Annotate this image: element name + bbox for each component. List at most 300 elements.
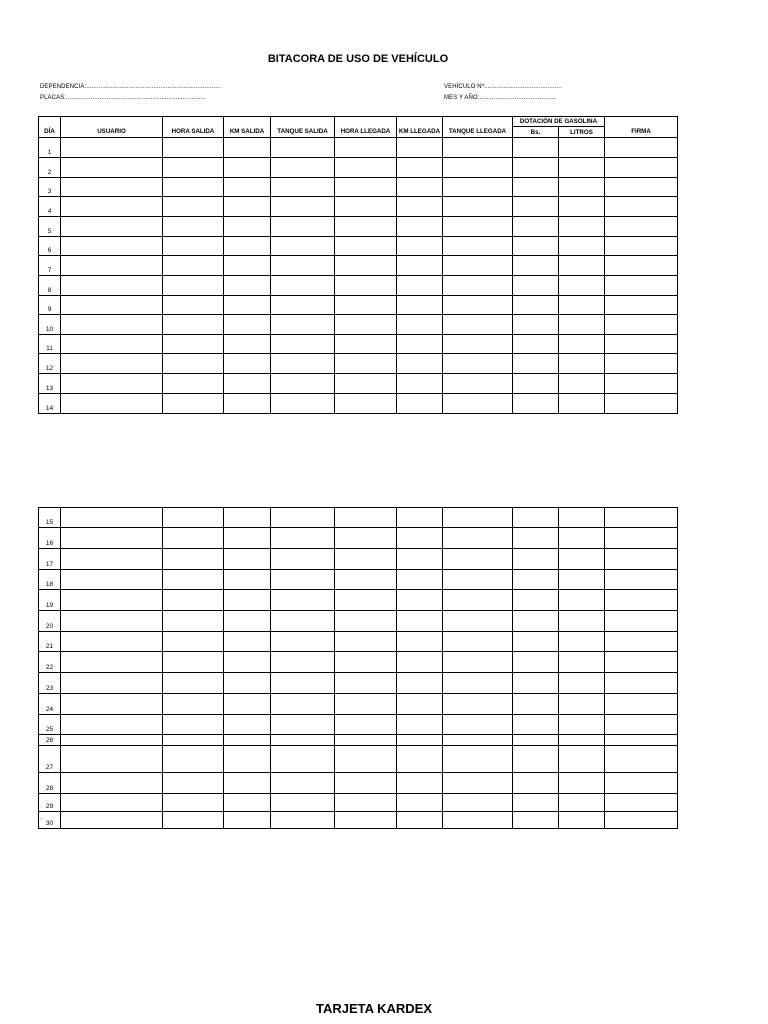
entry-cell[interactable] (224, 197, 271, 217)
entry-cell[interactable] (443, 354, 513, 374)
entry-cell[interactable] (605, 138, 678, 158)
entry-cell[interactable] (443, 673, 513, 694)
entry-cell[interactable] (224, 632, 271, 652)
entry-cell[interactable] (335, 794, 397, 812)
entry-cell[interactable] (61, 217, 163, 237)
entry-cell[interactable] (443, 812, 513, 829)
entry-cell[interactable] (397, 735, 443, 746)
entry-cell[interactable] (605, 590, 678, 611)
entry-cell[interactable] (335, 354, 397, 374)
entry-cell[interactable] (224, 812, 271, 829)
entry-cell[interactable] (513, 673, 559, 694)
entry-cell[interactable] (605, 794, 678, 812)
entry-cell[interactable] (443, 549, 513, 570)
entry-cell[interactable] (605, 735, 678, 746)
entry-cell[interactable] (513, 735, 559, 746)
entry-cell[interactable] (559, 508, 605, 528)
entry-cell[interactable] (559, 715, 605, 735)
entry-cell[interactable] (443, 715, 513, 735)
entry-cell[interactable] (224, 570, 271, 590)
entry-cell[interactable] (397, 794, 443, 812)
entry-cell[interactable] (559, 394, 605, 414)
entry-cell[interactable] (605, 715, 678, 735)
entry-cell[interactable] (397, 812, 443, 829)
entry-cell[interactable] (335, 570, 397, 590)
entry-cell[interactable] (605, 652, 678, 673)
entry-cell[interactable] (559, 237, 605, 256)
entry-cell[interactable] (513, 237, 559, 256)
entry-cell[interactable] (513, 590, 559, 611)
entry-cell[interactable] (605, 217, 678, 237)
entry-cell[interactable] (163, 374, 224, 394)
entry-cell[interactable] (224, 794, 271, 812)
entry-cell[interactable] (224, 673, 271, 694)
entry-cell[interactable] (397, 570, 443, 590)
entry-cell[interactable] (335, 335, 397, 354)
entry-cell[interactable] (335, 812, 397, 829)
entry-cell[interactable] (61, 652, 163, 673)
entry-cell[interactable] (335, 296, 397, 315)
entry-cell[interactable] (605, 694, 678, 715)
entry-cell[interactable] (271, 354, 335, 374)
entry-cell[interactable] (335, 237, 397, 256)
entry-cell[interactable] (559, 694, 605, 715)
entry-cell[interactable] (163, 611, 224, 632)
entry-cell[interactable] (397, 178, 443, 197)
entry-cell[interactable] (271, 794, 335, 812)
entry-cell[interactable] (224, 158, 271, 178)
entry-cell[interactable] (397, 611, 443, 632)
entry-cell[interactable] (397, 715, 443, 735)
entry-cell[interactable] (271, 374, 335, 394)
entry-cell[interactable] (559, 276, 605, 296)
entry-cell[interactable] (61, 794, 163, 812)
entry-cell[interactable] (513, 632, 559, 652)
entry-cell[interactable] (559, 812, 605, 829)
entry-cell[interactable] (335, 315, 397, 335)
entry-cell[interactable] (163, 178, 224, 197)
entry-cell[interactable] (513, 256, 559, 276)
entry-cell[interactable] (163, 590, 224, 611)
entry-cell[interactable] (163, 673, 224, 694)
entry-cell[interactable] (443, 296, 513, 315)
entry-cell[interactable] (163, 354, 224, 374)
entry-cell[interactable] (163, 237, 224, 256)
entry-cell[interactable] (559, 296, 605, 315)
entry-cell[interactable] (224, 715, 271, 735)
entry-cell[interactable] (224, 374, 271, 394)
entry-cell[interactable] (559, 335, 605, 354)
entry-cell[interactable] (559, 256, 605, 276)
entry-cell[interactable] (163, 570, 224, 590)
entry-cell[interactable] (513, 715, 559, 735)
entry-cell[interactable] (335, 528, 397, 549)
entry-cell[interactable] (163, 315, 224, 335)
entry-cell[interactable] (443, 508, 513, 528)
entry-cell[interactable] (605, 673, 678, 694)
entry-cell[interactable] (271, 315, 335, 335)
entry-cell[interactable] (335, 773, 397, 794)
entry-cell[interactable] (559, 158, 605, 178)
entry-cell[interactable] (513, 528, 559, 549)
entry-cell[interactable] (271, 335, 335, 354)
entry-cell[interactable] (559, 549, 605, 570)
entry-cell[interactable] (605, 374, 678, 394)
entry-cell[interactable] (397, 217, 443, 237)
entry-cell[interactable] (397, 394, 443, 414)
entry-cell[interactable] (605, 812, 678, 829)
entry-cell[interactable] (397, 335, 443, 354)
entry-cell[interactable] (271, 746, 335, 773)
entry-cell[interactable] (271, 237, 335, 256)
entry-cell[interactable] (605, 296, 678, 315)
entry-cell[interactable] (513, 315, 559, 335)
entry-cell[interactable] (271, 296, 335, 315)
entry-cell[interactable] (443, 335, 513, 354)
entry-cell[interactable] (271, 276, 335, 296)
entry-cell[interactable] (559, 632, 605, 652)
entry-cell[interactable] (559, 354, 605, 374)
entry-cell[interactable] (443, 632, 513, 652)
entry-cell[interactable] (163, 735, 224, 746)
entry-cell[interactable] (335, 590, 397, 611)
entry-cell[interactable] (397, 632, 443, 652)
entry-cell[interactable] (559, 570, 605, 590)
entry-cell[interactable] (224, 256, 271, 276)
entry-cell[interactable] (335, 374, 397, 394)
entry-cell[interactable] (163, 158, 224, 178)
entry-cell[interactable] (61, 673, 163, 694)
entry-cell[interactable] (224, 394, 271, 414)
entry-cell[interactable] (513, 178, 559, 197)
entry-cell[interactable] (513, 508, 559, 528)
entry-cell[interactable] (397, 138, 443, 158)
entry-cell[interactable] (61, 812, 163, 829)
entry-cell[interactable] (224, 746, 271, 773)
entry-cell[interactable] (605, 354, 678, 374)
entry-cell[interactable] (271, 715, 335, 735)
entry-cell[interactable] (61, 374, 163, 394)
entry-cell[interactable] (443, 178, 513, 197)
entry-cell[interactable] (605, 528, 678, 549)
entry-cell[interactable] (61, 570, 163, 590)
entry-cell[interactable] (513, 217, 559, 237)
entry-cell[interactable] (397, 276, 443, 296)
entry-cell[interactable] (559, 315, 605, 335)
entry-cell[interactable] (61, 773, 163, 794)
entry-cell[interactable] (559, 590, 605, 611)
entry-cell[interactable] (605, 256, 678, 276)
entry-cell[interactable] (443, 276, 513, 296)
entry-cell[interactable] (335, 611, 397, 632)
entry-cell[interactable] (224, 178, 271, 197)
entry-cell[interactable] (224, 590, 271, 611)
entry-cell[interactable] (397, 197, 443, 217)
entry-cell[interactable] (271, 694, 335, 715)
entry-cell[interactable] (224, 652, 271, 673)
entry-cell[interactable] (605, 335, 678, 354)
entry-cell[interactable] (271, 549, 335, 570)
entry-cell[interactable] (605, 178, 678, 197)
entry-cell[interactable] (605, 394, 678, 414)
entry-cell[interactable] (271, 590, 335, 611)
entry-cell[interactable] (605, 611, 678, 632)
entry-cell[interactable] (163, 773, 224, 794)
entry-cell[interactable] (61, 354, 163, 374)
entry-cell[interactable] (271, 735, 335, 746)
entry-cell[interactable] (397, 673, 443, 694)
entry-cell[interactable] (397, 158, 443, 178)
entry-cell[interactable] (335, 673, 397, 694)
entry-cell[interactable] (513, 549, 559, 570)
entry-cell[interactable] (443, 256, 513, 276)
entry-cell[interactable] (335, 158, 397, 178)
entry-cell[interactable] (443, 237, 513, 256)
entry-cell[interactable] (335, 746, 397, 773)
entry-cell[interactable] (605, 276, 678, 296)
entry-cell[interactable] (163, 197, 224, 217)
entry-cell[interactable] (61, 394, 163, 414)
entry-cell[interactable] (224, 611, 271, 632)
entry-cell[interactable] (605, 315, 678, 335)
entry-cell[interactable] (559, 673, 605, 694)
entry-cell[interactable] (163, 276, 224, 296)
entry-cell[interactable] (61, 197, 163, 217)
entry-cell[interactable] (559, 374, 605, 394)
entry-cell[interactable] (335, 256, 397, 276)
entry-cell[interactable] (224, 528, 271, 549)
entry-cell[interactable] (513, 611, 559, 632)
entry-cell[interactable] (163, 138, 224, 158)
entry-cell[interactable] (271, 611, 335, 632)
entry-cell[interactable] (163, 217, 224, 237)
entry-cell[interactable] (271, 217, 335, 237)
entry-cell[interactable] (443, 735, 513, 746)
entry-cell[interactable] (559, 197, 605, 217)
entry-cell[interactable] (335, 197, 397, 217)
entry-cell[interactable] (61, 549, 163, 570)
entry-cell[interactable] (61, 715, 163, 735)
entry-cell[interactable] (335, 735, 397, 746)
entry-cell[interactable] (61, 158, 163, 178)
entry-cell[interactable] (443, 138, 513, 158)
entry-cell[interactable] (397, 237, 443, 256)
entry-cell[interactable] (271, 773, 335, 794)
entry-cell[interactable] (271, 158, 335, 178)
entry-cell[interactable] (163, 528, 224, 549)
entry-cell[interactable] (163, 549, 224, 570)
entry-cell[interactable] (513, 394, 559, 414)
entry-cell[interactable] (397, 549, 443, 570)
entry-cell[interactable] (61, 694, 163, 715)
entry-cell[interactable] (397, 773, 443, 794)
entry-cell[interactable] (335, 508, 397, 528)
entry-cell[interactable] (443, 794, 513, 812)
entry-cell[interactable] (513, 812, 559, 829)
entry-cell[interactable] (61, 178, 163, 197)
entry-cell[interactable] (605, 746, 678, 773)
entry-cell[interactable] (163, 715, 224, 735)
entry-cell[interactable] (224, 217, 271, 237)
entry-cell[interactable] (397, 590, 443, 611)
entry-cell[interactable] (443, 773, 513, 794)
entry-cell[interactable] (605, 632, 678, 652)
entry-cell[interactable] (559, 652, 605, 673)
entry-cell[interactable] (61, 237, 163, 256)
entry-cell[interactable] (224, 237, 271, 256)
entry-cell[interactable] (271, 570, 335, 590)
entry-cell[interactable] (335, 632, 397, 652)
entry-cell[interactable] (61, 746, 163, 773)
entry-cell[interactable] (271, 256, 335, 276)
entry-cell[interactable] (559, 611, 605, 632)
entry-cell[interactable] (559, 138, 605, 158)
entry-cell[interactable] (513, 335, 559, 354)
entry-cell[interactable] (271, 528, 335, 549)
entry-cell[interactable] (443, 374, 513, 394)
entry-cell[interactable] (271, 652, 335, 673)
entry-cell[interactable] (513, 354, 559, 374)
entry-cell[interactable] (443, 611, 513, 632)
entry-cell[interactable] (443, 570, 513, 590)
entry-cell[interactable] (61, 256, 163, 276)
entry-cell[interactable] (224, 276, 271, 296)
entry-cell[interactable] (224, 694, 271, 715)
entry-cell[interactable] (443, 217, 513, 237)
entry-cell[interactable] (224, 315, 271, 335)
entry-cell[interactable] (605, 773, 678, 794)
entry-cell[interactable] (397, 746, 443, 773)
entry-cell[interactable] (559, 746, 605, 773)
entry-cell[interactable] (605, 570, 678, 590)
entry-cell[interactable] (61, 528, 163, 549)
entry-cell[interactable] (513, 694, 559, 715)
entry-cell[interactable] (397, 508, 443, 528)
entry-cell[interactable] (224, 735, 271, 746)
entry-cell[interactable] (605, 158, 678, 178)
entry-cell[interactable] (224, 508, 271, 528)
entry-cell[interactable] (163, 746, 224, 773)
entry-cell[interactable] (271, 394, 335, 414)
entry-cell[interactable] (513, 158, 559, 178)
entry-cell[interactable] (397, 694, 443, 715)
entry-cell[interactable] (335, 138, 397, 158)
entry-cell[interactable] (443, 694, 513, 715)
entry-cell[interactable] (61, 276, 163, 296)
entry-cell[interactable] (335, 549, 397, 570)
entry-cell[interactable] (61, 335, 163, 354)
entry-cell[interactable] (397, 528, 443, 549)
entry-cell[interactable] (397, 374, 443, 394)
entry-cell[interactable] (443, 197, 513, 217)
entry-cell[interactable] (513, 296, 559, 315)
entry-cell[interactable] (443, 590, 513, 611)
entry-cell[interactable] (559, 217, 605, 237)
entry-cell[interactable] (335, 715, 397, 735)
entry-cell[interactable] (163, 508, 224, 528)
entry-cell[interactable] (605, 197, 678, 217)
entry-cell[interactable] (61, 315, 163, 335)
entry-cell[interactable] (397, 256, 443, 276)
entry-cell[interactable] (605, 237, 678, 256)
entry-cell[interactable] (513, 197, 559, 217)
entry-cell[interactable] (443, 394, 513, 414)
entry-cell[interactable] (397, 296, 443, 315)
entry-cell[interactable] (224, 773, 271, 794)
entry-cell[interactable] (163, 335, 224, 354)
entry-cell[interactable] (61, 735, 163, 746)
entry-cell[interactable] (271, 508, 335, 528)
entry-cell[interactable] (224, 354, 271, 374)
entry-cell[interactable] (397, 354, 443, 374)
entry-cell[interactable] (559, 773, 605, 794)
entry-cell[interactable] (335, 694, 397, 715)
entry-cell[interactable] (224, 296, 271, 315)
entry-cell[interactable] (443, 746, 513, 773)
entry-cell[interactable] (559, 528, 605, 549)
entry-cell[interactable] (163, 652, 224, 673)
entry-cell[interactable] (163, 256, 224, 276)
entry-cell[interactable] (513, 276, 559, 296)
entry-cell[interactable] (513, 138, 559, 158)
entry-cell[interactable] (224, 335, 271, 354)
entry-cell[interactable] (559, 178, 605, 197)
entry-cell[interactable] (443, 315, 513, 335)
entry-cell[interactable] (61, 508, 163, 528)
entry-cell[interactable] (61, 590, 163, 611)
entry-cell[interactable] (559, 735, 605, 746)
entry-cell[interactable] (61, 138, 163, 158)
entry-cell[interactable] (163, 694, 224, 715)
entry-cell[interactable] (335, 394, 397, 414)
entry-cell[interactable] (513, 652, 559, 673)
entry-cell[interactable] (397, 652, 443, 673)
entry-cell[interactable] (271, 673, 335, 694)
entry-cell[interactable] (61, 632, 163, 652)
entry-cell[interactable] (605, 549, 678, 570)
entry-cell[interactable] (335, 217, 397, 237)
entry-cell[interactable] (397, 315, 443, 335)
entry-cell[interactable] (513, 773, 559, 794)
entry-cell[interactable] (163, 632, 224, 652)
entry-cell[interactable] (605, 508, 678, 528)
entry-cell[interactable] (443, 528, 513, 549)
entry-cell[interactable] (271, 632, 335, 652)
entry-cell[interactable] (163, 394, 224, 414)
entry-cell[interactable] (163, 296, 224, 315)
entry-cell[interactable] (271, 138, 335, 158)
entry-cell[interactable] (335, 178, 397, 197)
entry-cell[interactable] (335, 652, 397, 673)
entry-cell[interactable] (271, 178, 335, 197)
entry-cell[interactable] (513, 746, 559, 773)
entry-cell[interactable] (271, 812, 335, 829)
entry-cell[interactable] (443, 652, 513, 673)
entry-cell[interactable] (224, 138, 271, 158)
entry-cell[interactable] (443, 158, 513, 178)
entry-cell[interactable] (271, 197, 335, 217)
entry-cell[interactable] (513, 794, 559, 812)
entry-cell[interactable] (163, 794, 224, 812)
entry-cell[interactable] (61, 611, 163, 632)
entry-cell[interactable] (513, 570, 559, 590)
entry-cell[interactable] (61, 296, 163, 315)
entry-cell[interactable] (163, 812, 224, 829)
entry-cell[interactable] (513, 374, 559, 394)
entry-cell[interactable] (559, 794, 605, 812)
entry-cell[interactable] (224, 549, 271, 570)
entry-cell[interactable] (335, 276, 397, 296)
